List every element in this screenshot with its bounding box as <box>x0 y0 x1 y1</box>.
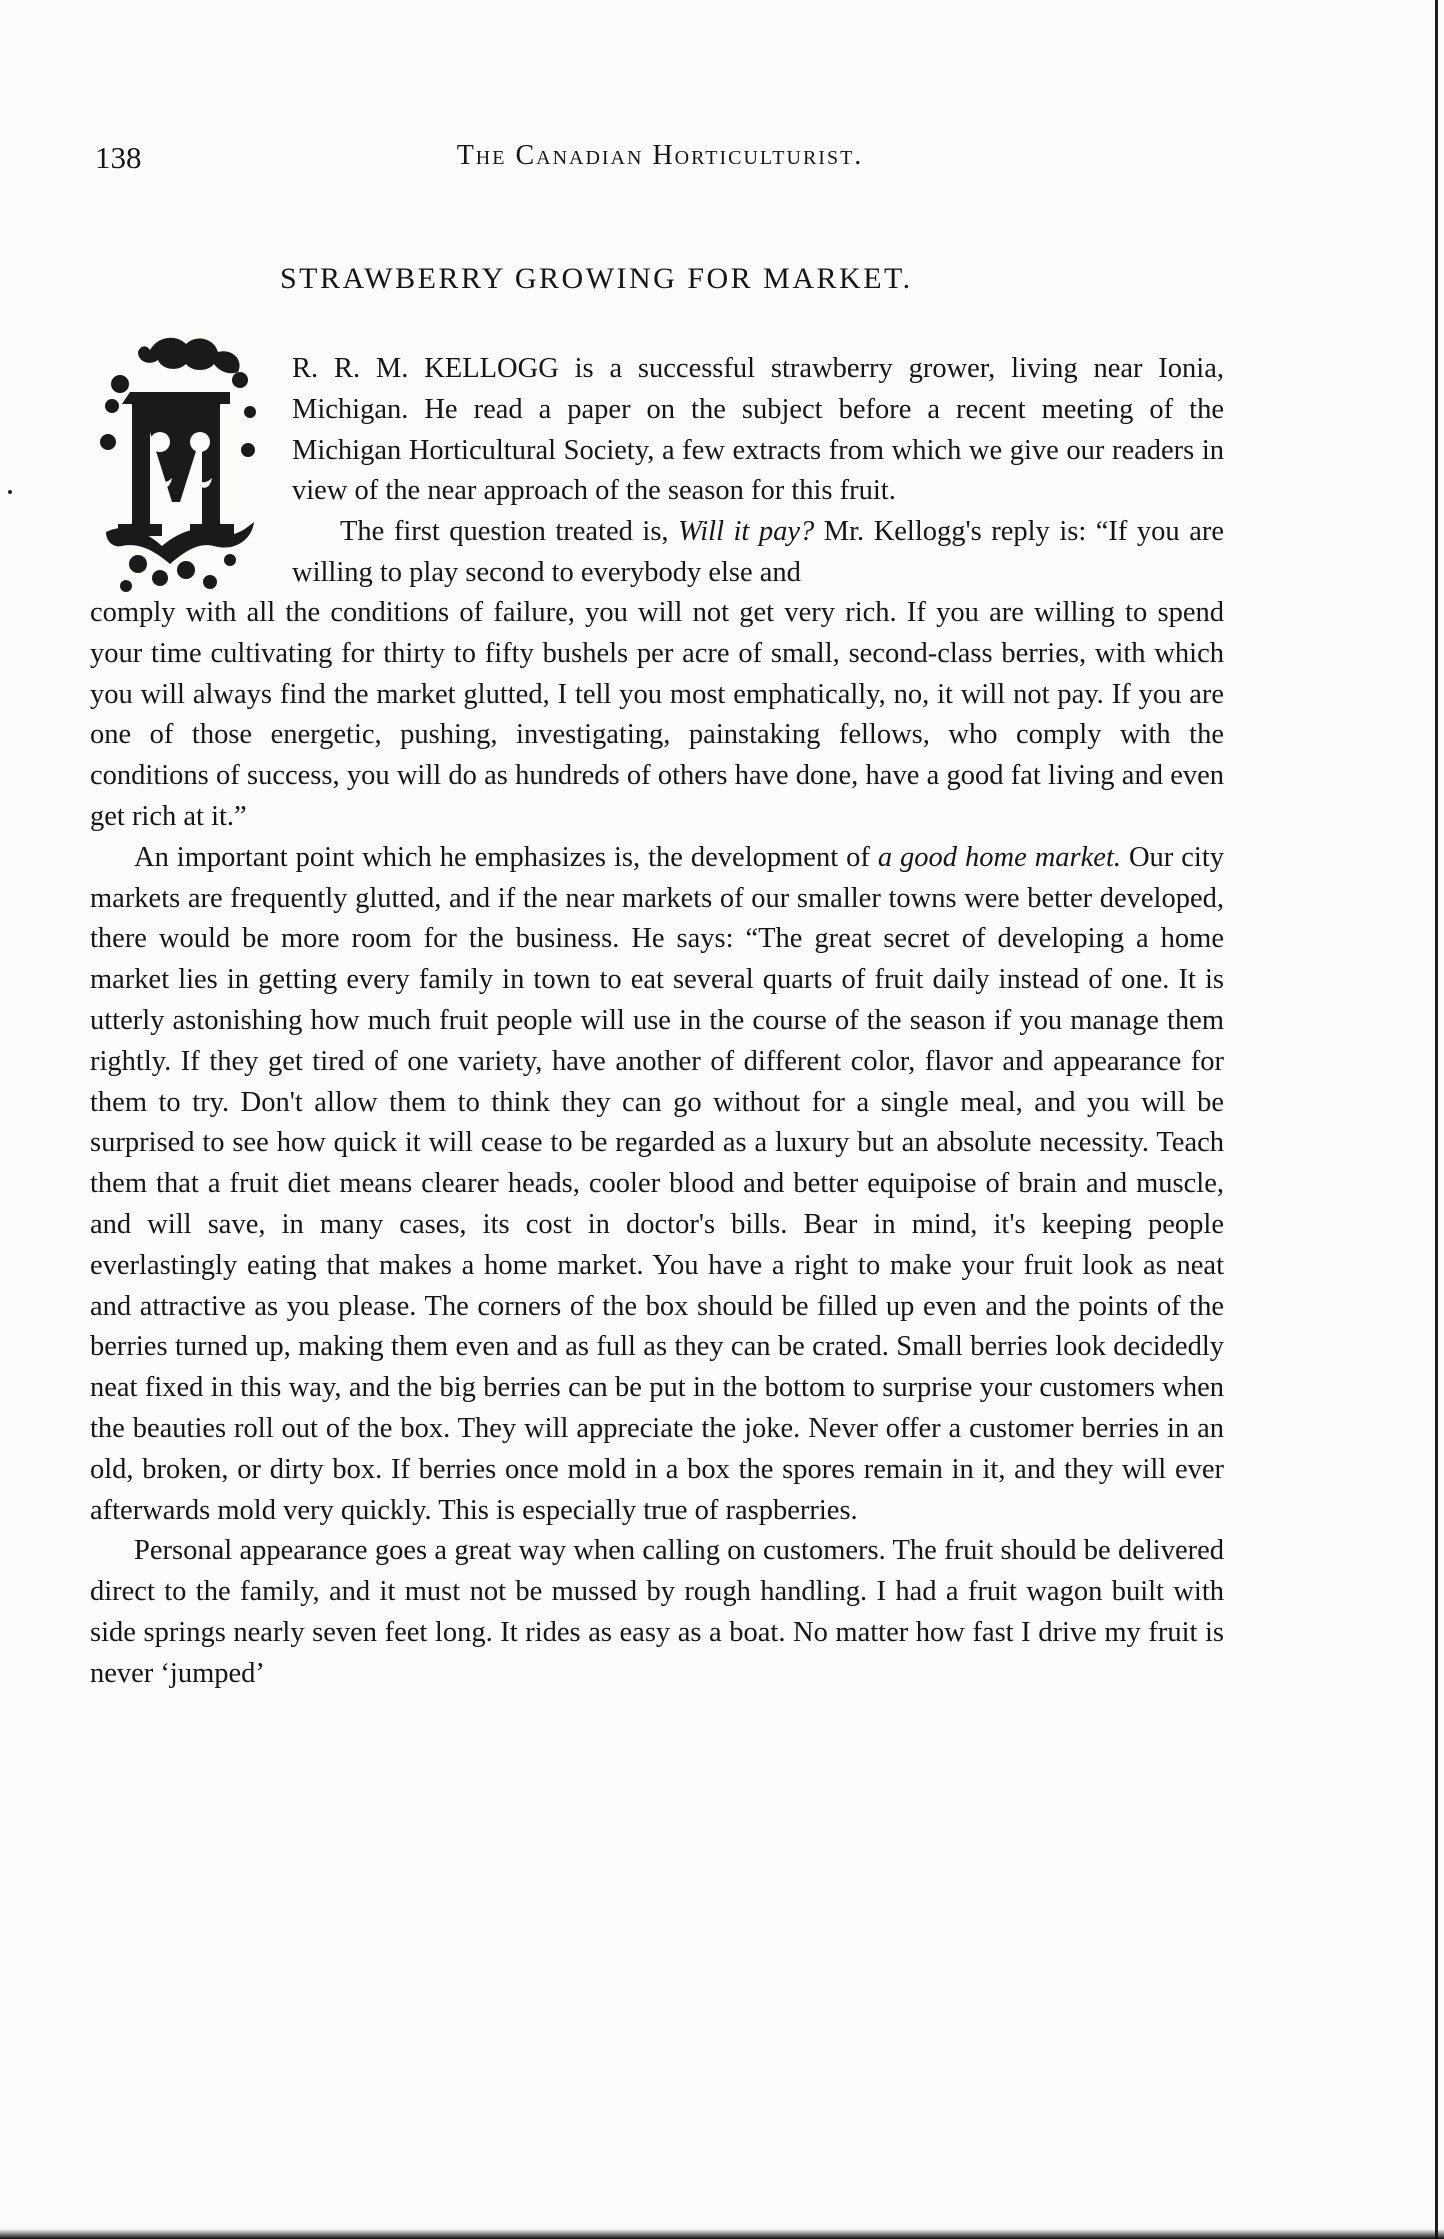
page-header <box>95 140 1225 180</box>
paragraph-appearance: Personal appearance goes a great way when calling on customers. The fruit should be delivered direct to the family, and it must not be mussed by rough handling. I had a fruit wagon built with side springs nearly seven feet long. It rides as easy as a boat. No matter how fast I drive my fruit is never ‘jumped’ <box>90 1535 1224 1689</box>
intro-block <box>292 349 1224 594</box>
article-title: STRAWBERRY GROWING FOR MARKET. <box>280 262 913 295</box>
question-lead: The first question treated is, <box>340 516 679 548</box>
question-italic: Will it pay? <box>678 516 815 548</box>
ornamental-initial-m-icon <box>90 332 270 602</box>
home-market-italic: a good home market. <box>877 841 1121 873</box>
paragraph-intro: R. R. M. KELLOGG is a successful strawberry grower, living near Ionia, Michigan. He read a paper on the subject before a recent meeting of the Michigan Horticultural Society, a few extracts from which we give our readers in view of the near approach of the season for this fruit. <box>292 353 1224 507</box>
paragraph-question-rest: comply with all the conditions of failure, you will not get very rich. If you are willing to spend your time cultivating for thirty to fifty bushels per acre of small, second-class berries, with which you will always find the market glutted, I tell you most emphatically, no, it will not pay. If you are one of those energetic, pushing, investigating, painstaking fellows, who comply with the conditions of success, you will do as hundreds of others have done, have a good fat living and even get rich at it.” <box>90 597 1224 832</box>
home-market-rest: Our city markets are frequently glutted, and if the near markets of our smaller towns were better developed, there would be more room for the business. He says: “The great secret of developing a home market lies in getting every family in town to eat several quarts of fruit daily instead of one. It is utterly astonishing how much fruit people will use in the course of the season if you manage them rightly. If they get tired of one variety, have another of different color, flavor and appearance for them to try. Don't allow them to think they can go without for a single meal, and you will be surprised to see how quick it will cease to be regarded as a luxury but an absolute necessity. Teach them that a fruit diet means clearer heads, cooler blood and better equipoise of brain and muscle, and will save, in many cases, its cost in doctor's bills. Bear in mind, it's keeping people everlastingly eating that makes a home market. You have a right to make your fruit look as neat and attractive as you please. The corners of the box should be filled up even and the points of the berries turned up, making them even and as full as they can be crated. Small berries look decidedly neat fixed in this way, and the big berries can be put in the bottom to surprise your customers when the beauties roll out of the box. They will appreciate the joke. Never offer a customer berries in an old, broken, or dirty box. If berries once mold in a box the spores remain in it, and they will ever afterwards mold very quickly. This is especially true of raspberries. <box>90 841 1225 1526</box>
page-edge-rule <box>1435 0 1438 2239</box>
paragraph-home-market <box>90 838 1224 1532</box>
home-market-lead: An important point which he emphasizes is, the development of <box>134 841 878 873</box>
running-title: The Canadian Horticulturist. <box>456 140 864 171</box>
scan-speck <box>8 490 12 494</box>
question-continued: Mr. Kellogg's reply is: “If you are willing to play second to everybody else and <box>292 516 1224 588</box>
scan-bottom-edge <box>0 2229 1444 2239</box>
page-number: 138 <box>95 140 142 175</box>
paragraph-question <box>292 512 1224 594</box>
body-block <box>90 593 1224 1695</box>
